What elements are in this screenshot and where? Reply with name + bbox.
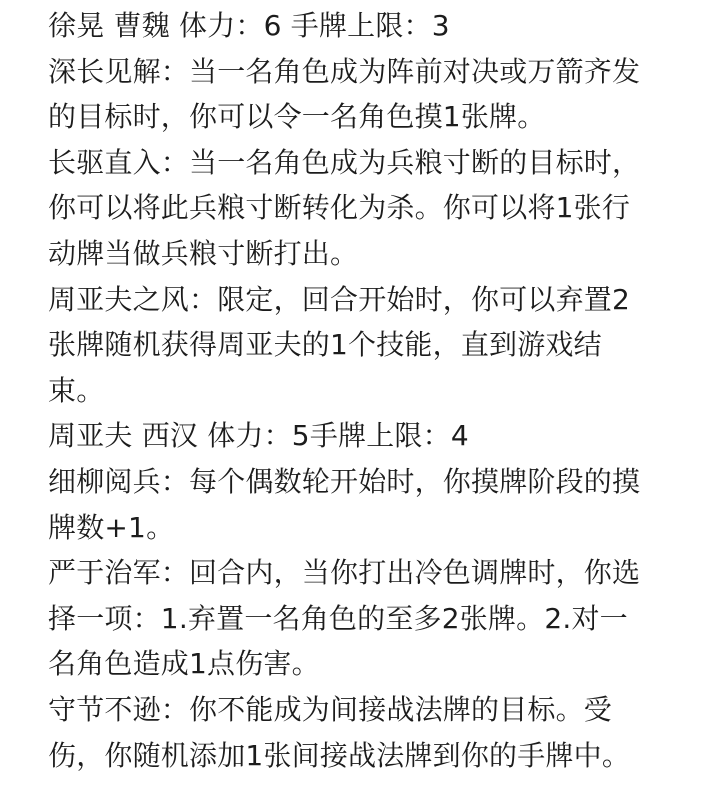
skill-zhou-ya-fu-zhi-feng-line-3: 束。 — [48, 373, 105, 407]
skill-xi-liu-yue-bing-line-2: 牌数+1。 — [48, 510, 175, 544]
skill-zhou-ya-fu-zhi-feng-line-2: 张牌随机获得周亚夫的1个技能，直到游戏结 — [48, 328, 602, 362]
skill-shou-jie-bu-xun-line-2: 伤，你随机添加1张间接战法牌到你的手牌中。 — [48, 738, 631, 772]
skill-chang-qu-zhi-ru-line-3: 动牌当做兵粮寸断打出。 — [48, 236, 359, 270]
skill-shen-chang-jian-jie-line-2: 的目标时，你可以令一名角色摸1张牌。 — [48, 100, 546, 134]
skill-chang-qu-zhi-ru-line-1: 长驱直入：当一名角色成为兵粮寸断的目标时， — [48, 145, 641, 179]
skill-xi-liu-yue-bing-line-1: 细柳阅兵：每个偶数轮开始时，你摸牌阶段的摸 — [48, 464, 641, 498]
skill-yan-yu-zhi-jun-line-1: 严于治军：回合内，当你打出冷色调牌时，你选 — [48, 556, 641, 590]
character-skill-text — [48, 3, 708, 778]
skill-shou-jie-bu-xun-line-1: 守节不逊：你不能成为间接战法牌的目标。受 — [48, 692, 613, 726]
skill-yan-yu-zhi-jun-line-2: 择一项：1.弃置一名角色的至多2张牌。2.对一 — [48, 601, 628, 635]
general-header-xu-huang: 徐晃 曹魏 体力：6 手牌上限：3 — [48, 9, 450, 42]
skill-zhou-ya-fu-zhi-feng-line-1: 周亚夫之风：限定，回合开始时，你可以弃置2 — [48, 282, 631, 316]
skill-shen-chang-jian-jie-line-1: 深长见解：当一名角色成为阵前对决或万箭齐发 — [48, 54, 641, 88]
skill-chang-qu-zhi-ru-line-2: 你可以将此兵粮寸断转化为杀。你可以将1张行 — [48, 191, 631, 225]
skill-yan-yu-zhi-jun-line-3: 名角色造成1点伤害。 — [48, 647, 320, 681]
general-header-zhou-ya-fu: 周亚夫 西汉 体力：5手牌上限：4 — [48, 419, 469, 453]
